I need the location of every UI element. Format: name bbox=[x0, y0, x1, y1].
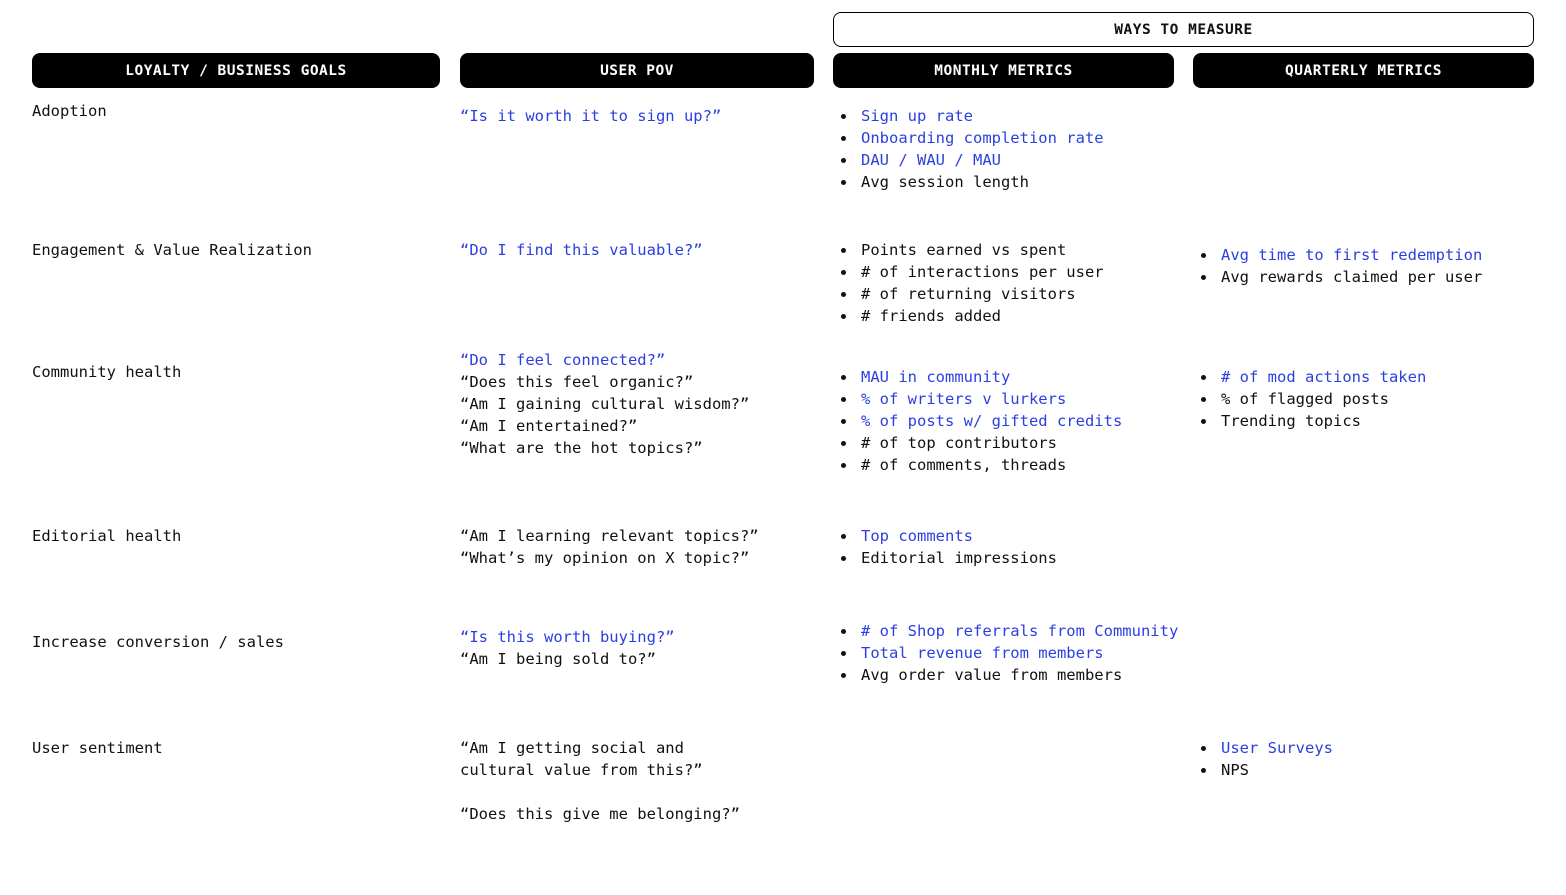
user-pov-quotes bbox=[460, 737, 740, 825]
goal-label: Editorial health bbox=[32, 527, 182, 545]
quarterly-metrics-list bbox=[1193, 244, 1482, 288]
monthly-metrics-column-header: MONTHLY METRICS bbox=[833, 53, 1174, 88]
monthly-metrics-list bbox=[833, 105, 1104, 193]
user-pov-quotes bbox=[460, 525, 759, 569]
pov-quote: “Am I getting social and bbox=[460, 739, 684, 757]
user-pov-quotes bbox=[460, 239, 703, 261]
monthly-metrics-list bbox=[833, 366, 1122, 476]
metric-item: Total revenue from members bbox=[833, 642, 1178, 664]
metric-item: DAU / WAU / MAU bbox=[833, 149, 1104, 171]
quarterly-metrics-list bbox=[1193, 737, 1333, 781]
pov-quote: “Do I find this valuable?” bbox=[460, 241, 703, 259]
metric-item: # friends added bbox=[833, 305, 1104, 327]
metric-item: # of comments, threads bbox=[833, 454, 1122, 476]
goals-column-header: LOYALTY / BUSINESS GOALS bbox=[32, 53, 440, 88]
metric-item: MAU in community bbox=[833, 366, 1122, 388]
pov-quote: “Am I entertained?” bbox=[460, 417, 638, 435]
pov-quote: “What are the hot topics?” bbox=[460, 439, 703, 457]
user-pov-column-header: USER POV bbox=[460, 53, 814, 88]
metric-item: User Surveys bbox=[1193, 737, 1333, 759]
metric-item: Top comments bbox=[833, 525, 1057, 547]
metric-item: # of returning visitors bbox=[833, 283, 1104, 305]
pov-quote: “Am I gaining cultural wisdom?” bbox=[460, 395, 750, 413]
metric-item: % of writers v lurkers bbox=[833, 388, 1122, 410]
quarterly-metrics-column-header: QUARTERLY METRICS bbox=[1193, 53, 1534, 88]
metric-item: Avg session length bbox=[833, 171, 1104, 193]
metric-item: # of interactions per user bbox=[833, 261, 1104, 283]
metric-item: # of mod actions taken bbox=[1193, 366, 1426, 388]
monthly-metrics-list bbox=[833, 239, 1104, 327]
spacer bbox=[460, 781, 740, 803]
metric-item: Onboarding completion rate bbox=[833, 127, 1104, 149]
user-pov-quotes bbox=[460, 105, 721, 127]
pov-quote: “What’s my opinion on X topic?” bbox=[460, 549, 750, 567]
monthly-metrics-list bbox=[833, 525, 1057, 569]
metric-item: Avg order value from members bbox=[833, 664, 1178, 686]
pov-quote: “Is this worth buying?” bbox=[460, 628, 675, 646]
pov-quote: “Does this give me belonging?” bbox=[460, 805, 740, 823]
user-pov-quotes bbox=[460, 349, 749, 459]
metric-item: % of flagged posts bbox=[1193, 388, 1426, 410]
goal-label: Engagement & Value Realization bbox=[32, 241, 312, 259]
goal-label: Adoption bbox=[32, 102, 107, 120]
pov-quote: “Do I feel connected?” bbox=[460, 351, 666, 369]
metric-item: Editorial impressions bbox=[833, 547, 1057, 569]
pov-quote: “Is it worth it to sign up?” bbox=[460, 107, 722, 125]
metric-item: # of Shop referrals from Community bbox=[833, 620, 1178, 642]
metric-item: Avg time to first redemption bbox=[1193, 244, 1482, 266]
pov-quote: “Am I being sold to?” bbox=[460, 650, 656, 668]
user-pov-quotes bbox=[460, 626, 675, 670]
metric-item: Sign up rate bbox=[833, 105, 1104, 127]
goal-label: Community health bbox=[32, 363, 182, 381]
ways-to-measure-header: WAYS TO MEASURE bbox=[833, 12, 1534, 47]
pov-quote: “Am I learning relevant topics?” bbox=[460, 527, 759, 545]
monthly-metrics-list bbox=[833, 620, 1178, 686]
metric-item: NPS bbox=[1193, 759, 1333, 781]
goal-label: Increase conversion / sales bbox=[32, 633, 284, 651]
metric-item: # of top contributors bbox=[833, 432, 1122, 454]
metric-item: Points earned vs spent bbox=[833, 239, 1104, 261]
quarterly-metrics-list bbox=[1193, 366, 1426, 432]
metric-item: % of posts w/ gifted credits bbox=[833, 410, 1122, 432]
pov-quote: “Does this feel organic?” bbox=[460, 373, 694, 391]
metric-item: Trending topics bbox=[1193, 410, 1426, 432]
metric-item: Avg rewards claimed per user bbox=[1193, 266, 1482, 288]
pov-quote: cultural value from this?” bbox=[460, 761, 703, 779]
goal-label: User sentiment bbox=[32, 739, 163, 757]
